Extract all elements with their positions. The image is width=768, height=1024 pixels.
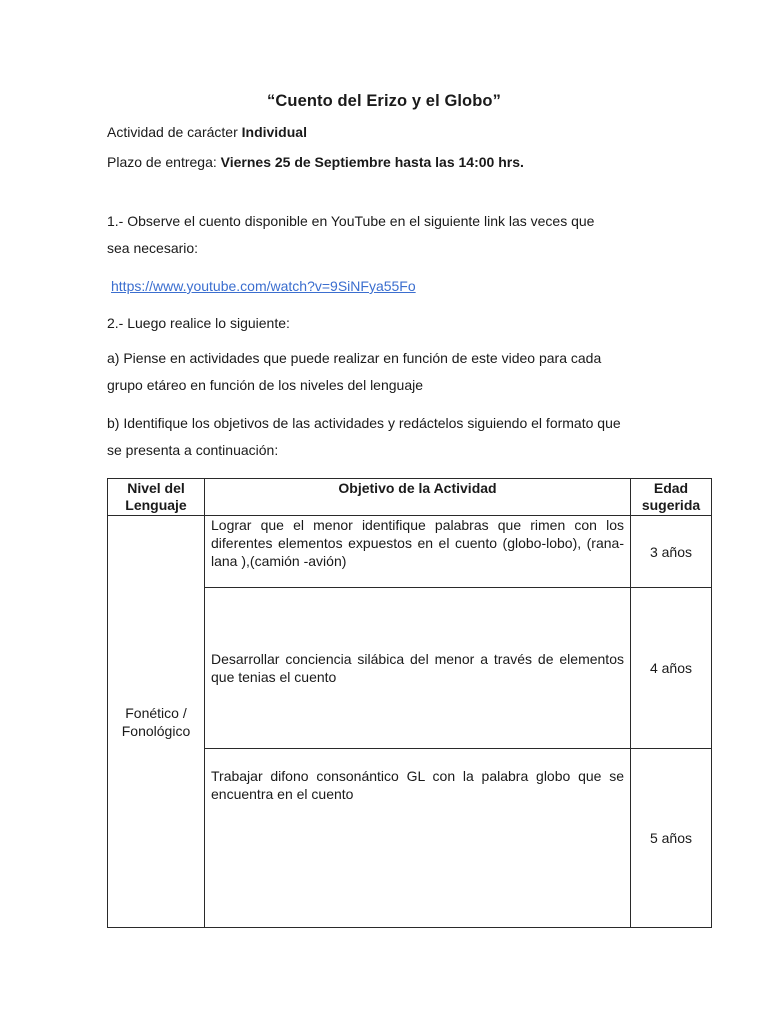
age-cell: 3 años (631, 516, 712, 588)
age-cell: 5 años (631, 749, 712, 928)
objective-cell: Trabajar difono consonántico GL con la palabra globo que se encuentra en el cuento (205, 749, 631, 928)
activity-type-line (107, 119, 660, 146)
objective-cell: Desarrollar conciencia silábica del menor a través de elementos que tenias el cuento (205, 588, 631, 749)
header-level (108, 479, 205, 516)
youtube-link-line (111, 273, 664, 300)
level-line1: Fonético / (125, 704, 187, 721)
header-level-line2: Lenguaje (125, 497, 187, 513)
level-cell (108, 516, 205, 928)
youtube-link[interactable]: https://www.youtube.com/watch?v=9SiNFya55Fo (111, 278, 416, 294)
step1-text-line1: 1.- Observe el cuento disponible en YouTube en el siguiente link las veces que (107, 213, 595, 229)
level-line2: Fonológico (121, 722, 191, 739)
age-cell: 4 años (631, 588, 712, 749)
deadline-line (107, 149, 660, 176)
header-level-line1: Nivel del (127, 480, 185, 496)
step2-text: 2.- Luego realice lo siguiente: (107, 315, 290, 331)
deadline-value: Viernes 25 de Septiembre hasta las 14:00 hrs. (220, 154, 524, 170)
header-objective: Objetivo de la Actividad (205, 479, 631, 516)
deadline-label: Plazo de entrega: (107, 154, 221, 170)
header-age-line2: sugerida (641, 497, 701, 513)
header-age-line1: Edad (653, 480, 689, 496)
instruction-a-line2: grupo etáreo en función de los niveles del lenguaje (107, 377, 424, 393)
instruction-b-line2: se presenta a continuación: (107, 442, 279, 458)
instruction-a-line1: a) Piense en actividades que puede realizar en función de este video para cada (107, 350, 602, 366)
document-title: “Cuento del Erizo y el Globo” (267, 92, 501, 110)
instruction-b-line1: b) Identifique los objetivos de las actividades y redáctelos siguiendo el formato que (107, 415, 621, 431)
activity-type-value: Individual (241, 124, 307, 140)
table-header-row (108, 479, 712, 516)
step1-text-line2: sea necesario: (107, 240, 199, 256)
objectives-table (107, 478, 712, 928)
table-row (108, 516, 712, 588)
activity-type-label: Actividad de carácter (107, 124, 242, 140)
header-age (631, 479, 712, 516)
objective-cell: Lograr que el menor identifique palabras que rimen con los diferentes elementos expuestos en el cuento (globo-lobo), (rana-lana ),(camión -avión) (205, 516, 631, 588)
